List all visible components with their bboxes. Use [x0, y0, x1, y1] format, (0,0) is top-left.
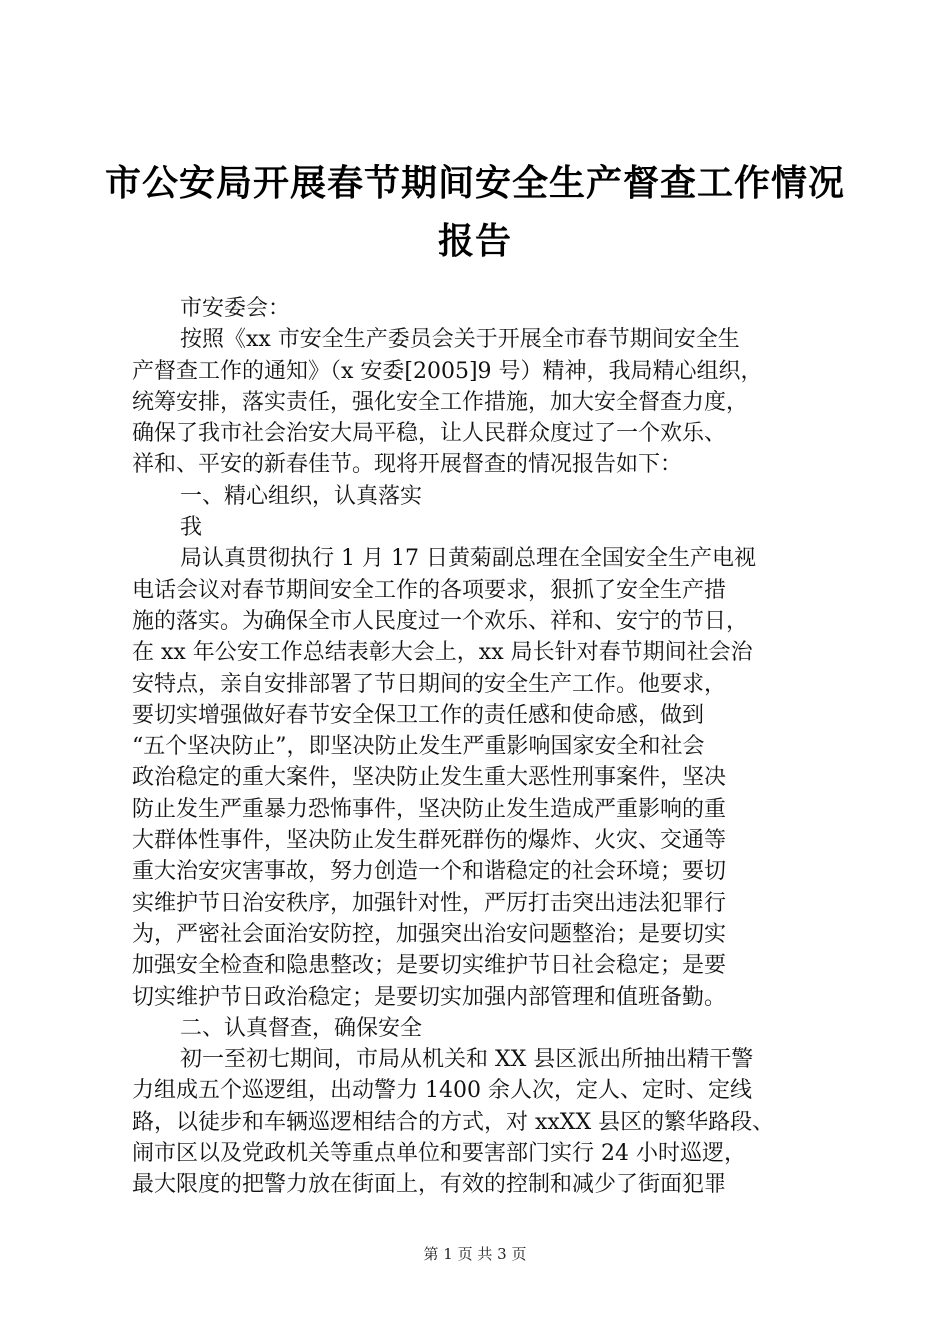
body-line: 在 xx 年公安工作总结表彰大会上，xx 局长针对春节期间社会治 [132, 640, 753, 666]
body-line: 闹市区以及党政机关等重点单位和要害部门实行 24 小时巡逻， [132, 1141, 746, 1167]
body-line: 确保了我市社会治安大局平稳，让人民群众度过了一个欢乐、 [132, 421, 727, 447]
body-line: 为，严密社会面治安防控，加强突出治安问题整治；是要切实 [132, 921, 727, 947]
body-line: 重大治安灾害事故，努力创造一个和谐稳定的社会环境；要切 [132, 859, 727, 885]
body-line: 防止发生严重暴力恐怖事件，坚决防止发生造成严重影响的重 [132, 796, 727, 822]
document-body [132, 293, 832, 1201]
body-line: 市安委会： [180, 296, 291, 321]
body-line: 按照《xx 市安全生产委员会关于开展全市春节期间安全生 [180, 327, 740, 353]
body-line: 切实维护节日政治稳定；是要切实加强内部管理和值班备勤。 [132, 984, 727, 1010]
body-line: 我 [180, 515, 203, 541]
body-line: 祥和、平安的新春佳节。现将开展督查的情况报告如下： [132, 452, 683, 478]
body-line: 要切实增强做好春节安全保卫工作的责任感和使命感，做到 [132, 702, 705, 728]
body-line: 施的落实。为确保全市人民度过一个欢乐、祥和、安宁的节日， [132, 608, 749, 634]
document-title-line2: 报告 [437, 221, 512, 262]
body-line: 局认真贯彻执行 1 月 17 日黄菊副总理在全国安全生产电视 [180, 546, 756, 572]
body-line: 安特点，亲自安排部署了节日期间的安全生产工作。他要求， [132, 671, 727, 697]
body-line: 统筹安排，落实责任，强化安全工作措施，加大安全督查力度， [132, 389, 749, 415]
body-line: 一、精心组织，认真落实 [180, 483, 423, 509]
body-line: 二、认真督查，确保安全 [180, 1015, 423, 1041]
document-title-line1: 市公安局开展春节期间安全生产督查工作情况 [104, 163, 845, 204]
body-line: 初一至初七期间，市局从机关和 XX 县区派出所抽出精干警 [180, 1047, 754, 1073]
body-line: 加强安全检查和隐患整改；是要切实维护节日社会稳定；是要 [132, 953, 727, 979]
body-line: 实维护节日治安秩序，加强针对性，严厉打击突出违法犯罪行 [132, 890, 727, 916]
body-line: 力组成五个巡逻组，出动警力 1400 余人次，定人、定时、定线 [132, 1078, 752, 1104]
page-footer: 第 1 页 共 3 页 [423, 1245, 527, 1263]
body-line: 大群体性事件，坚决防止发生群死群伤的爆炸、火灾、交通等 [132, 828, 727, 854]
body-line: 政治稳定的重大案件，坚决防止发生重大恶性刑事案件，坚决 [132, 765, 727, 791]
body-line: “五个坚决防止”，即坚决防止发生严重影响国家安全和社会 [132, 734, 705, 760]
body-line: 最大限度的把警力放在街面上，有效的控制和减少了街面犯罪 [132, 1172, 727, 1198]
body-line: 产督查工作的通知》（x 安委[2005]9 号）精神，我局精心组织， [132, 358, 763, 384]
body-line: 路，以徒步和车辆巡逻相结合的方式，对 xxXX 县区的繁华路段、 [132, 1109, 775, 1135]
body-line: 电话会议对春节期间安全工作的各项要求，狠抓了安全生产措 [132, 577, 727, 603]
